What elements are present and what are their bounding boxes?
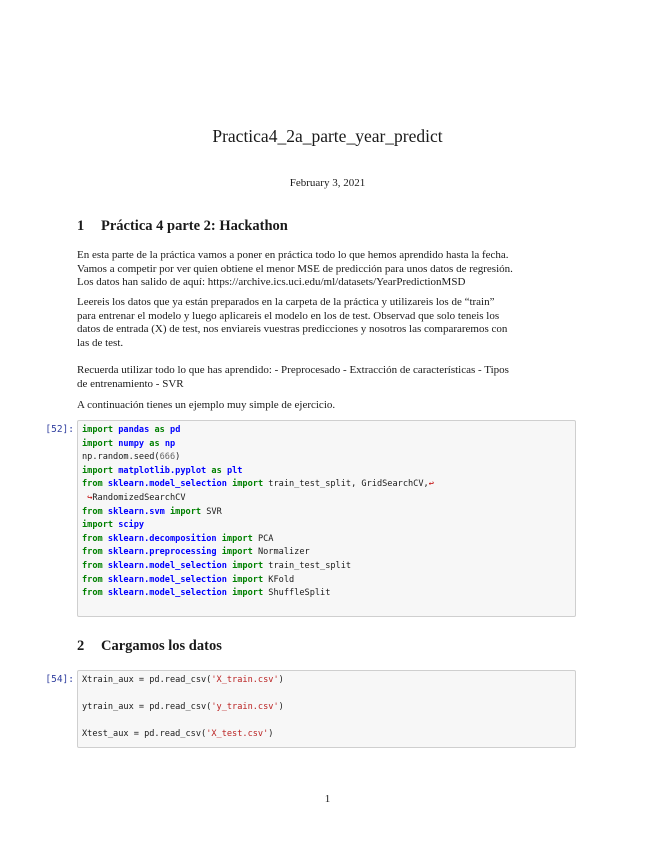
page-number: 1 xyxy=(324,793,331,805)
section-1-title: Práctica 4 parte 2: Hackathon xyxy=(101,218,288,234)
cell-52-prompt: [52]: xyxy=(45,424,74,435)
paragraph-instructions-line: Leereis los datos que ya están preparados en la carpeta de la práctica y utilizareis los de “train” xyxy=(77,296,495,308)
paragraph-instructions-line: las de test. xyxy=(77,336,124,349)
paragraph-instructions xyxy=(77,296,578,350)
section-1-number: 1 xyxy=(77,218,85,234)
section-2-title: Cargamos los datos xyxy=(101,638,222,654)
paragraph-intro-line: En esta parte de la práctica vamos a poner en práctica todo lo que hemos aprendido hasta la fecha. xyxy=(77,249,509,261)
paragraph-instructions-line: para entrenar el modelo y luego aplicareis el modelo en los de test. Observad que solo teneis los xyxy=(77,309,500,322)
section-1-heading xyxy=(77,218,288,235)
section-2-number: 2 xyxy=(77,638,85,654)
paragraph-reminder xyxy=(77,364,578,391)
line-continuation-arrow-icon: ↪ xyxy=(87,492,93,503)
document-title: Practica4_2a_parte_year_predict xyxy=(212,126,443,146)
paragraph-intro-line: Vamos a competir por ver quien obtiene el menor MSE de predicción para unos datos de regresión. xyxy=(77,262,513,275)
document-date: February 3, 2021 xyxy=(289,177,366,189)
paragraph-reminder-line: Recuerda utilizar todo lo que has aprendido: - Preprocesado - Extracción de características - Tipos xyxy=(77,364,509,376)
line-continuation-icon: ↩ xyxy=(428,479,434,490)
cell-54-prompt: [54]: xyxy=(45,674,74,685)
section-2-heading xyxy=(77,638,222,655)
paragraph-intro xyxy=(77,249,578,290)
code-cell-52[interactable]: import pandas as pd import numpy as np np.random.seed(666) import matplotlib.pyplot as plt from sklearn.model_selection import train_test_split, GridSearchCV,↩ ↪RandomizedSearchCV from sklearn.svm import SVR import scipy from sklearn.decomposition import PCA from sklearn.preprocessing import Normalizer from sklearn.model_selection import train_test_split from sklearn.model_selection import KFold from sklearn.model_selection import ShuffleSplit xyxy=(77,420,576,617)
paragraph-reminder-line: de entrenamiento - SVR xyxy=(77,377,184,390)
code-cell-54[interactable]: Xtrain_aux = pd.read_csv('X_train.csv') ytrain_aux = pd.read_csv('y_train.csv') Xtest_aux = pd.read_csv('X_test.csv') xyxy=(77,670,576,748)
paragraph-intro-line: Los datos han salido de aquí: https://archive.ics.uci.edu/ml/datasets/YearPredictionMSD xyxy=(77,276,466,289)
paragraph-instructions-line: datos de entrada (X) de test, nos enviareis vuestras predicciones y nosotros las compararemos con xyxy=(77,323,508,336)
paragraph-example: A continuación tienes un ejemplo muy simple de ejercicio. xyxy=(77,399,336,411)
